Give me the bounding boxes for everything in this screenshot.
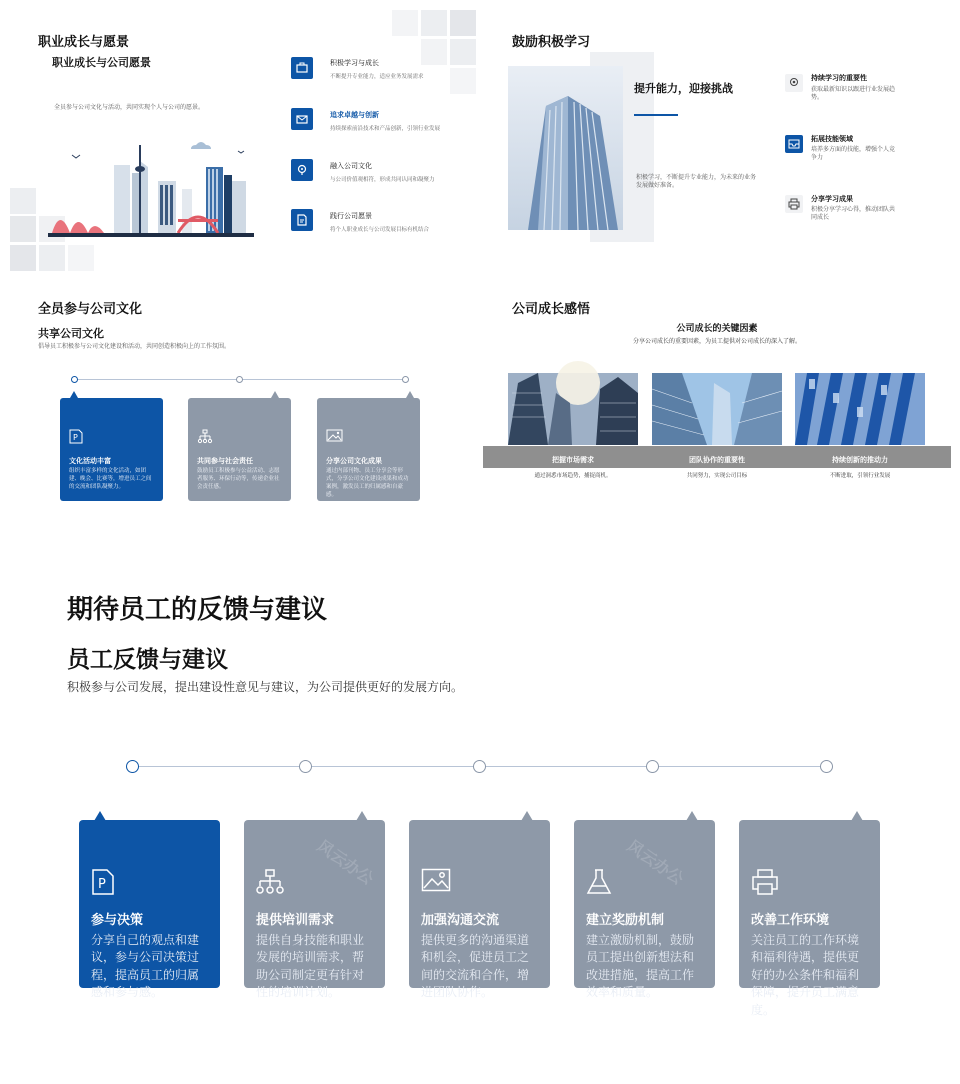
item-desc: 获取最新知识以跟进行业发展趋势。 xyxy=(811,86,896,102)
culture-card xyxy=(188,398,291,501)
building-photo xyxy=(652,373,782,445)
decor-square xyxy=(39,245,65,271)
decor-square xyxy=(10,245,36,271)
decor-square xyxy=(450,10,476,36)
decor-square xyxy=(421,10,447,36)
item-title: 追求卓越与创新 xyxy=(330,111,379,119)
card-pointer xyxy=(271,391,279,398)
culture-card xyxy=(317,398,420,501)
feedback-card xyxy=(739,820,880,1017)
item-title: 践行公司愿景 xyxy=(330,212,372,220)
slide-subtitle: 员工反馈与建议 xyxy=(67,647,228,673)
card-desc: 分享自己的观点和建议，参与公司决策过程，提高员工的归属感和参与感。 xyxy=(91,933,200,1000)
timeline-dot xyxy=(299,760,312,773)
decor-square xyxy=(450,39,476,65)
org-chart-icon xyxy=(256,868,284,896)
item-desc: 不断提升专业能力，适应业务发展需求 xyxy=(330,74,424,80)
item-desc: 培养多方面的技能，增强个人竞争力 xyxy=(811,146,896,162)
briefcase-icon xyxy=(291,57,313,79)
culture-card xyxy=(60,398,163,501)
watermark: 风云办公 xyxy=(623,836,688,889)
decor-square xyxy=(68,245,94,271)
image-icon xyxy=(421,868,451,892)
slide-description: 全员参与公司文化与活动，共同实现个人与公司的愿景。 xyxy=(54,104,205,111)
decor-square xyxy=(450,68,476,94)
card-title: 提供培训需求 xyxy=(256,913,335,928)
section-title: 公司成长感悟 xyxy=(512,302,591,317)
item-desc: 持续探索前沿技术和产品创新，引领行业发展 xyxy=(330,126,441,132)
card-desc: 通过内部刊物、员工分享会等形式，分享公司文化建设成果和成功案例，激发员工的归属感和自豪感。 xyxy=(326,468,409,498)
caption-desc: 共同努力，实现公司目标 xyxy=(686,473,748,479)
card-title: 建立奖励机制 xyxy=(586,913,665,928)
feedback-card xyxy=(574,820,715,1000)
slide-subtitle: 共享公司文化 xyxy=(38,327,104,340)
printer-icon xyxy=(785,195,803,213)
section-title: 全员参与公司文化 xyxy=(38,302,143,317)
slide-description: 分享公司成长的重要因素，为员工提供对公司成长的深入了解。 xyxy=(632,338,801,345)
card-desc: 组织丰富多样的文化活动，如团建、晚会、比赛等，增进员工之间的交流和团队凝聚力。 xyxy=(69,468,152,490)
card-title: 改善工作环境 xyxy=(751,913,830,928)
card-title: 文化活动丰富 xyxy=(69,457,111,465)
decor-square xyxy=(10,216,36,242)
headline: 提升能力，迎接挑战 xyxy=(634,82,733,95)
item-desc: 将个人职业成长与公司发展目标有机结合 xyxy=(330,227,430,233)
timeline-dot xyxy=(646,760,659,773)
slide-encourage-learning xyxy=(480,0,960,272)
slide-career-growth xyxy=(0,0,480,272)
mail-icon xyxy=(291,108,313,130)
item-title: 分享学习成果 xyxy=(811,195,853,203)
flask-icon xyxy=(586,868,612,896)
slide-company-growth xyxy=(480,280,960,520)
section-title: 期待员工的反馈与建议 xyxy=(67,595,328,625)
slide-description: 积极参与公司发展，提出建设性意见与建议，为公司提供更好的发展方向。 xyxy=(67,680,464,694)
timeline-dot xyxy=(473,760,486,773)
slide-description: 倡导员工积极参与公司文化建设和活动，共同创造积极向上的工作氛围。 xyxy=(38,343,231,350)
headline-underline xyxy=(634,114,678,116)
timeline-dot xyxy=(820,760,833,773)
feedback-card xyxy=(409,820,550,1000)
card-desc: 建立激励机制，鼓励员工提出创新想法和改进措施，提高工作效率和质量。 xyxy=(586,933,695,1000)
slide-company-culture xyxy=(0,280,480,520)
image-icon xyxy=(326,429,343,442)
feedback-card xyxy=(244,820,385,1000)
section-title: 鼓励积极学习 xyxy=(512,35,591,50)
caption-title: 团队协作的重要性 xyxy=(689,456,745,464)
building-photo xyxy=(795,373,925,445)
printer-icon xyxy=(751,868,779,896)
decor-square xyxy=(10,188,36,214)
svg-text:P: P xyxy=(73,433,78,442)
card-title: 参与决策 xyxy=(91,913,144,928)
feedback-card xyxy=(79,820,220,1000)
caption-desc: 不断进取，引领行业发展 xyxy=(829,473,891,479)
item-title: 积极学习与成长 xyxy=(330,59,379,67)
svg-text:P: P xyxy=(98,877,106,892)
section-title: 职业成长与愿景 xyxy=(38,35,130,50)
org-chart-icon xyxy=(197,429,213,444)
card-desc: 提供自身技能和职业发展的培训需求，帮助公司制定更有针对性的培训计划。 xyxy=(256,933,365,1000)
timeline-dot xyxy=(126,760,139,773)
card-pointer xyxy=(406,391,414,398)
card-title: 分享公司文化成果 xyxy=(326,457,382,465)
watermark: 风云办公 xyxy=(313,836,378,889)
timeline-dot xyxy=(71,376,78,383)
building-photo xyxy=(508,373,638,445)
item-title: 拓展技能领域 xyxy=(811,135,853,143)
item-desc: 与公司价值观相符，形成共同认同和凝聚力 xyxy=(330,177,435,183)
timeline-dot xyxy=(402,376,409,383)
slide-subtitle: 职业成长与公司愿景 xyxy=(52,56,151,69)
card-title: 加强沟通交流 xyxy=(421,913,500,928)
card-pointer xyxy=(70,391,78,398)
caption-title: 把握市场需求 xyxy=(552,456,594,464)
timeline-dot xyxy=(236,376,243,383)
inbox-icon xyxy=(785,135,803,153)
p-document-icon xyxy=(69,429,83,444)
location-icon xyxy=(291,159,313,181)
slide-description: 积极学习，不断提升专业能力，为未来的业务发展做好准备。 xyxy=(636,174,757,190)
p-document-icon xyxy=(91,868,115,896)
item-desc: 积极分享学习心得，推动团队共同成长 xyxy=(811,206,896,222)
card-title: 共同参与社会责任 xyxy=(197,457,253,465)
caption-title: 持续创新的推动力 xyxy=(832,456,888,464)
item-title: 融入公司文化 xyxy=(330,162,372,170)
item-title: 持续学习的重要性 xyxy=(811,74,867,82)
city-skyline-illustration xyxy=(48,135,258,247)
decor-square xyxy=(392,10,418,36)
document-icon xyxy=(291,209,313,231)
card-desc: 鼓励员工积极参与公益活动、志愿者服务、环保行动等，传递企业社会责任感。 xyxy=(197,468,280,490)
medal-icon xyxy=(785,74,803,92)
building-photo xyxy=(508,66,623,230)
decor-square xyxy=(421,39,447,65)
card-desc: 关注员工的工作环境和福利待遇，提供更好的办公条件和福利保障，提升员工满意度。 xyxy=(751,933,860,1017)
caption-desc: 通过洞悉市场趋势，捕捉商机。 xyxy=(534,473,612,479)
slide-subtitle: 公司成长的关键因素 xyxy=(676,324,758,334)
slide-feedback xyxy=(0,545,960,1084)
card-desc: 提供更多的沟通渠道和机会，促进员工之间的交流和合作，增进团队协作。 xyxy=(421,933,530,1000)
